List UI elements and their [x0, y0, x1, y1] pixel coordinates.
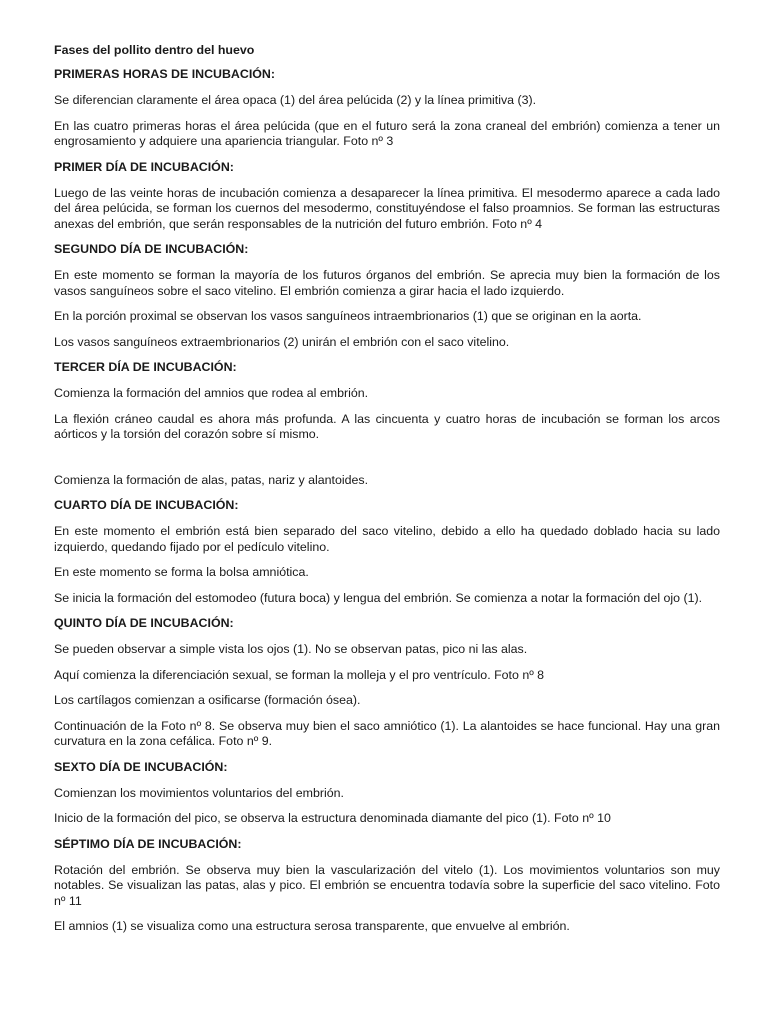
- paragraph: Comienza la formación del amnios que rodea al embrión.: [54, 386, 369, 400]
- paragraph: Se inicia la formación del estomodeo (futura boca) y lengua del embrión. Se comienza a notar la formación del ojo (1).: [54, 590, 703, 605]
- section-heading-septimo-dia: SÉPTIMO DÍA DE INCUBACIÓN:: [54, 836, 242, 851]
- paragraph: La flexión cráneo caudal es ahora más profunda. A las cincuenta y cuatro horas de incubación se forman los arcos aórticos y la torsión del corazón sobre sí mismo.: [54, 411, 720, 441]
- paragraph: Comienza la formación de alas, patas, nariz y alantoides.: [54, 472, 369, 487]
- paragraph: En este momento el embrión está bien separado del saco vitelino, debido a ello ha quedado doblado hacia su lado izquierdo, quedando fijado por el pedículo vitelino.: [54, 524, 720, 554]
- paragraph: Continuación de la Foto nº 8. Se observa muy bien el saco amniótico (1). La alantoides se hace funcional. Hay una gran curvatura en la zona cefálica. Foto nº 9.: [54, 718, 720, 748]
- paragraph: En este momento se forma la bolsa amniótica.: [54, 565, 309, 579]
- document-title: Fases del pollito dentro del huevo: [54, 43, 255, 57]
- paragraph: Se pueden observar a simple vista los ojos (1). No se observan patas, pico ni las alas.: [54, 642, 528, 656]
- paragraph: En las cuatro primeras horas el área pelúcida (que en el futuro será la zona craneal del embrión) comienza a tener un engrosamiento y adquiere una apariencia triangular. Foto nº 3: [54, 118, 720, 148]
- paragraph: Aquí comienza la diferenciación sexual, se forman la molleja y el pro ventrículo. Foto nº 8: [54, 667, 545, 682]
- paragraph: Los vasos sanguíneos extraembrionarios (2) unirán el embrión con el saco vitelino.: [54, 334, 510, 349]
- paragraph: Se diferencian claramente el área opaca (1) del área pelúcida (2) y la línea primitiva (3).: [54, 93, 537, 107]
- paragraph: Rotación del embrión. Se observa muy bien la vascularización del vitelo (1). Los movimientos voluntarios son muy notables. Se visualizan las patas, alas y pico. El embrión se encuentra todavía sobre la superficie del saco vitelino. Foto nº 11: [54, 862, 720, 908]
- section-heading-cuarto-dia: CUARTO DÍA DE INCUBACIÓN:: [54, 498, 239, 512]
- paragraph: El amnios (1) se visualiza como una estructura serosa transparente, que envuelve al embrión.: [54, 919, 570, 933]
- section-heading-primeras-horas: PRIMERAS HORAS DE INCUBACIÓN:: [54, 67, 275, 81]
- paragraph: Luego de las veinte horas de incubación comienza a desaparecer la línea primitiva. El mesodermo aparece a cada lado del área pelúcida, se forman los cuernos del mesodermo, constituyéndose el falso proamnios. Se forman las estructuras anexas del embrión, que serán responsables de la nutrición del futuro embrión. Foto nº 4: [54, 185, 720, 231]
- paragraph: Los cartílagos comienzan a osificarse (formación ósea).: [54, 693, 361, 707]
- paragraph: En la porción proximal se observan los vasos sanguíneos intraembrionarios (1) que se originan en la aorta.: [54, 309, 642, 323]
- section-heading-sexto-dia: SEXTO DÍA DE INCUBACIÓN:: [54, 759, 228, 774]
- section-heading-primer-dia: PRIMER DÍA DE INCUBACIÓN:: [54, 159, 234, 174]
- section-heading-quinto-dia: QUINTO DÍA DE INCUBACIÓN:: [54, 616, 234, 630]
- section-heading-segundo-dia: SEGUNDO DÍA DE INCUBACIÓN:: [54, 242, 249, 256]
- paragraph: En este momento se forman la mayoría de los futuros órganos del embrión. Se aprecia muy bien la formación de los vasos sanguíneos sobre el saco vitelino. El embrión comienza a girar hacia el lado izquierdo.: [54, 268, 720, 298]
- paragraph: Comienzan los movimientos voluntarios del embrión.: [54, 785, 344, 800]
- document-page: [54, 43, 720, 945]
- section-heading-tercer-dia: TERCER DÍA DE INCUBACIÓN:: [54, 360, 237, 374]
- paragraph: Inicio de la formación del pico, se observa la estructura denominada diamante del pico (1). Foto nº 10: [54, 811, 611, 825]
